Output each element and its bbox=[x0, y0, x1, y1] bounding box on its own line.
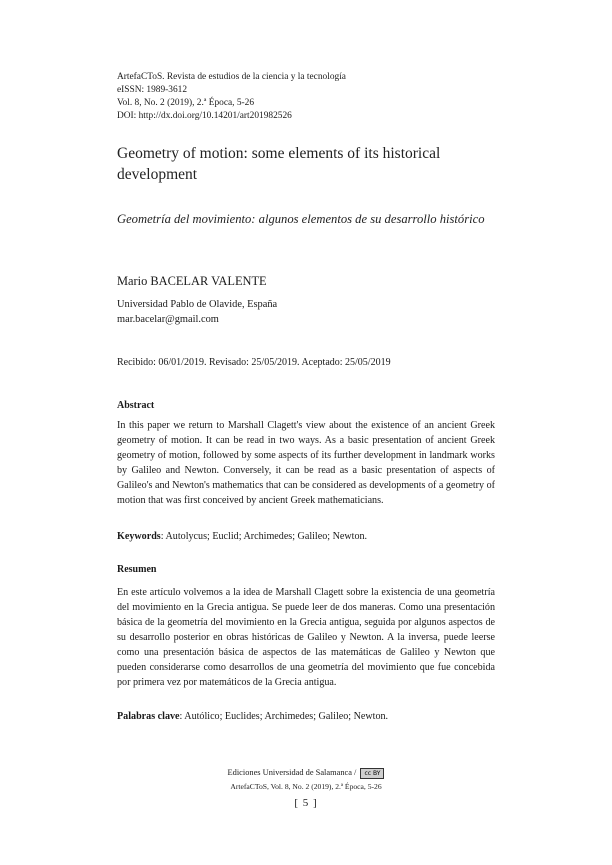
journal-header bbox=[117, 71, 497, 123]
author-name: Mario BACELAR VALENTE bbox=[117, 274, 267, 288]
author-affiliation: Universidad Pablo de Olavide, España bbox=[117, 299, 278, 310]
submission-dates: Recibido: 06/01/2019. Revisado: 25/05/2019. Aceptado: 25/05/2019 bbox=[117, 357, 391, 368]
keywords-line bbox=[117, 529, 495, 544]
footer-citation: ArtefaCToS, Vol. 8, No. 2 (2019), 2.ª Época, 5-26 bbox=[230, 782, 382, 791]
article-title-spanish: Geometría del movimiento: algunos elementos de su desarrollo histórico bbox=[117, 212, 485, 226]
resumen-text: En este artículo volvemos a la idea de Marshall Clagett sobre la existencia de una geometría del movimiento en la Grecia antigua. Se puede leer de dos maneras. Como una presentación básica de la geometría del movimiento en la Grecia antigua, seguida por algunos aspectos de su desarrollo posterior en obras históricas de Galileo y Newton. A la inversa, puede leerse como una presentación básica de aspectos de las matemáticas de Galileo y Newton que pueden considerarse como desarrollos de una geometría del movimiento que fue concebida por primera vez por matemáticos de la Grecia antigua. bbox=[117, 587, 495, 688]
journal-issn: eISSN: 1989-3612 bbox=[117, 85, 188, 95]
article-title-english: Geometry of motion: some elements of its historical development bbox=[117, 145, 441, 183]
journal-doi[interactable]: DOI: http://dx.doi.org/10.14201/art201982526 bbox=[117, 111, 292, 121]
keywords-values: : Autolycus; Euclid; Archimedes; Galileo; Newton. bbox=[160, 531, 368, 542]
resumen-heading: Resumen bbox=[117, 564, 157, 575]
palabras-clave-label: Palabras clave bbox=[117, 711, 180, 722]
author-email[interactable]: mar.bacelar@gmail.com bbox=[117, 314, 219, 325]
page-number: [ 5 ] bbox=[294, 797, 318, 809]
footer-publisher-line bbox=[0, 767, 612, 779]
abstract-text: In this paper we return to Marshall Clagett's view about the existence of an ancient Greek geometry of motion. It can be read in two ways. As a basic presentation of ancient Greek geometry of motion, followed by some aspects of its further development in landmark works by Galileo and Newton. Conversely, it can be read as a basic presentation of aspects of Galileo's and Newton's mathematics that can be considered as developments of a geometry of motion that was first conceived by ancient Greek mathematicians. bbox=[117, 420, 495, 506]
palabras-clave-line bbox=[117, 709, 495, 724]
cc-license-icon[interactable]: cc BY bbox=[360, 768, 384, 779]
journal-volume: Vol. 8, No. 2 (2019), 2.ª Época, 5-26 bbox=[117, 98, 255, 108]
author-affiliation-block bbox=[117, 297, 277, 327]
journal-name: ArtefaCToS. Revista de estudios de la ciencia y la tecnología bbox=[117, 72, 346, 82]
palabras-clave-values: : Autólico; Euclides; Archimedes; Galileo; Newton. bbox=[179, 711, 389, 722]
keywords-label: Keywords bbox=[117, 531, 161, 542]
abstract-heading: Abstract bbox=[117, 400, 155, 411]
footer-publisher: Ediciones Universidad de Salamanca / bbox=[227, 768, 357, 777]
